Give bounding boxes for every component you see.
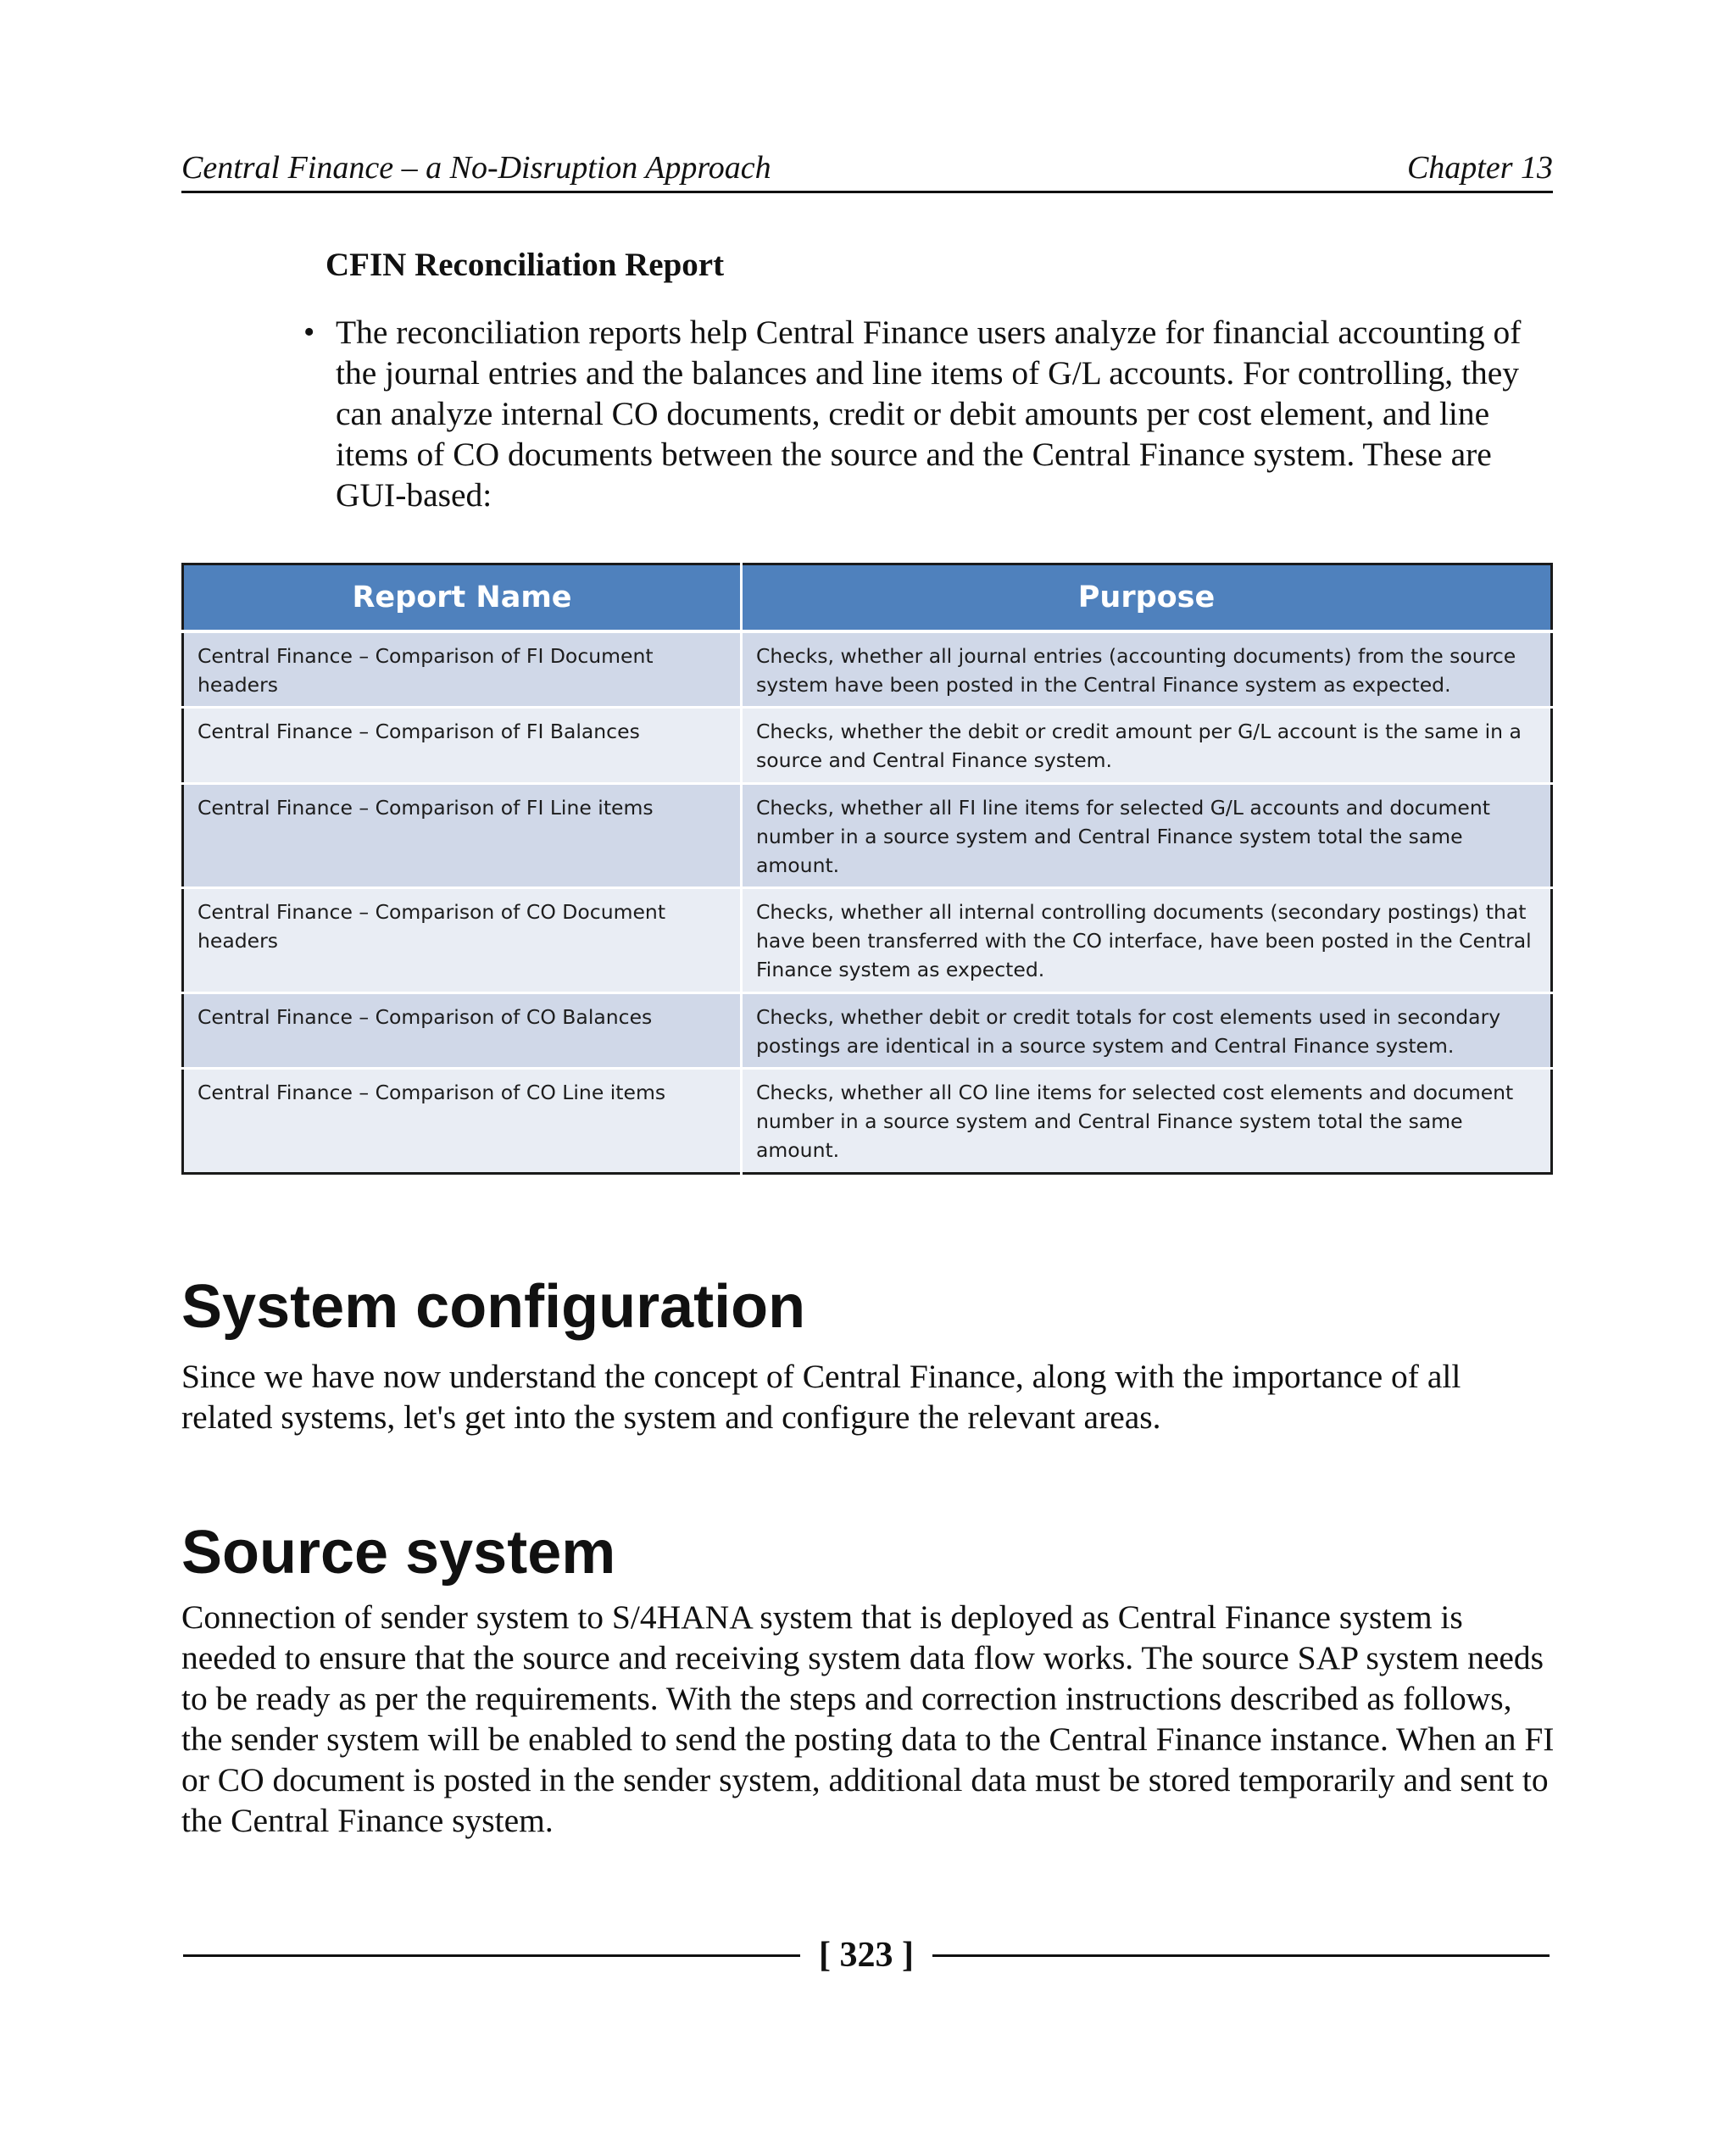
footer-rule-left (183, 1954, 800, 1957)
table-header-row (183, 564, 1552, 632)
purpose-cell: Checks, whether all journal entries (accounting documents) from the source system have been posted in the Central Finance system as expected. (742, 631, 1552, 708)
page-number: [ 323 ] (819, 1936, 914, 1975)
report-name-cell: Central Finance – Comparison of FI Line items (183, 783, 742, 888)
report-name-cell: Central Finance – Comparison of CO Balances (183, 992, 742, 1068)
source-system-paragraph: Connection of sender system to S/4HANA system that is deployed as Central Finance system is needed to ensure that the source and receiving system data flow works. The source SAP system needs to be ready as per the requirements. With the steps and correction instructions described as follows, the sender system will be enabled to send the posting data to the Central Finance instance. When an FI or CO document is posted in the sender system, additional data must be stored temporarily and sent to the Central Finance system. (181, 1598, 1555, 1839)
chapter-label: Chapter 13 (1406, 150, 1553, 186)
footer-rule-right (932, 1954, 1550, 1957)
system-configuration-heading: System configuration (181, 1273, 806, 1341)
purpose-cell: Checks, whether all CO line items for selected cost elements and document number in a source system and Central Finance system total the same amount. (742, 1069, 1552, 1174)
source-system-heading: Source system (181, 1519, 616, 1587)
report-name-cell: Central Finance – Comparison of FI Balances (183, 708, 742, 783)
running-header (181, 141, 1553, 193)
book-title: Central Finance – a No-Disruption Approach (181, 150, 771, 186)
table-row (183, 1069, 1552, 1174)
table-row (183, 992, 1552, 1068)
table-row (183, 631, 1552, 708)
reconciliation-reports-table (181, 563, 1553, 1175)
purpose-cell: Checks, whether all FI line items for selected G/L accounts and document number in a source system and Central Finance system total the same amount. (742, 783, 1552, 888)
column-header-purpose: Purpose (742, 564, 1552, 632)
bullet-dot-icon: • (303, 314, 315, 350)
table-row (183, 783, 1552, 888)
system-configuration-paragraph: Since we have now understand the concept of Central Finance, along with the importance of all related systems, let's get into the system and configure the relevant areas. (181, 1358, 1461, 1436)
purpose-cell: Checks, whether all internal controlling documents (secondary postings) that have been transferred with the CO interface, have been posted in the Central Finance system as expected. (742, 888, 1552, 993)
table-row (183, 708, 1552, 783)
table-row (183, 888, 1552, 993)
purpose-cell: Checks, whether debit or credit totals for cost elements used in secondary postings are identical in a source system and Central Finance system. (742, 992, 1552, 1068)
purpose-cell: Checks, whether the debit or credit amount per G/L account is the same in a source and Central Finance system. (742, 708, 1552, 783)
bullet-text: The reconciliation reports help Central Finance users analyze for financial accounting of the journal entries and the balances and line items of G/L accounts. For controlling, they can analyze internal CO documents, credit or debit amounts per cost element, and line items of CO documents between the source and the Central Finance system. These are GUI-based: (336, 314, 1522, 514)
report-name-cell: Central Finance – Comparison of FI Document headers (183, 631, 742, 708)
report-name-cell: Central Finance – Comparison of CO Line items (183, 1069, 742, 1174)
page-footer (183, 1937, 1550, 1973)
section-label: CFIN Reconciliation Report (326, 247, 725, 283)
report-name-cell: Central Finance – Comparison of CO Document headers (183, 888, 742, 993)
column-header-report-name: Report Name (183, 564, 742, 632)
bullet-item (303, 312, 1550, 515)
